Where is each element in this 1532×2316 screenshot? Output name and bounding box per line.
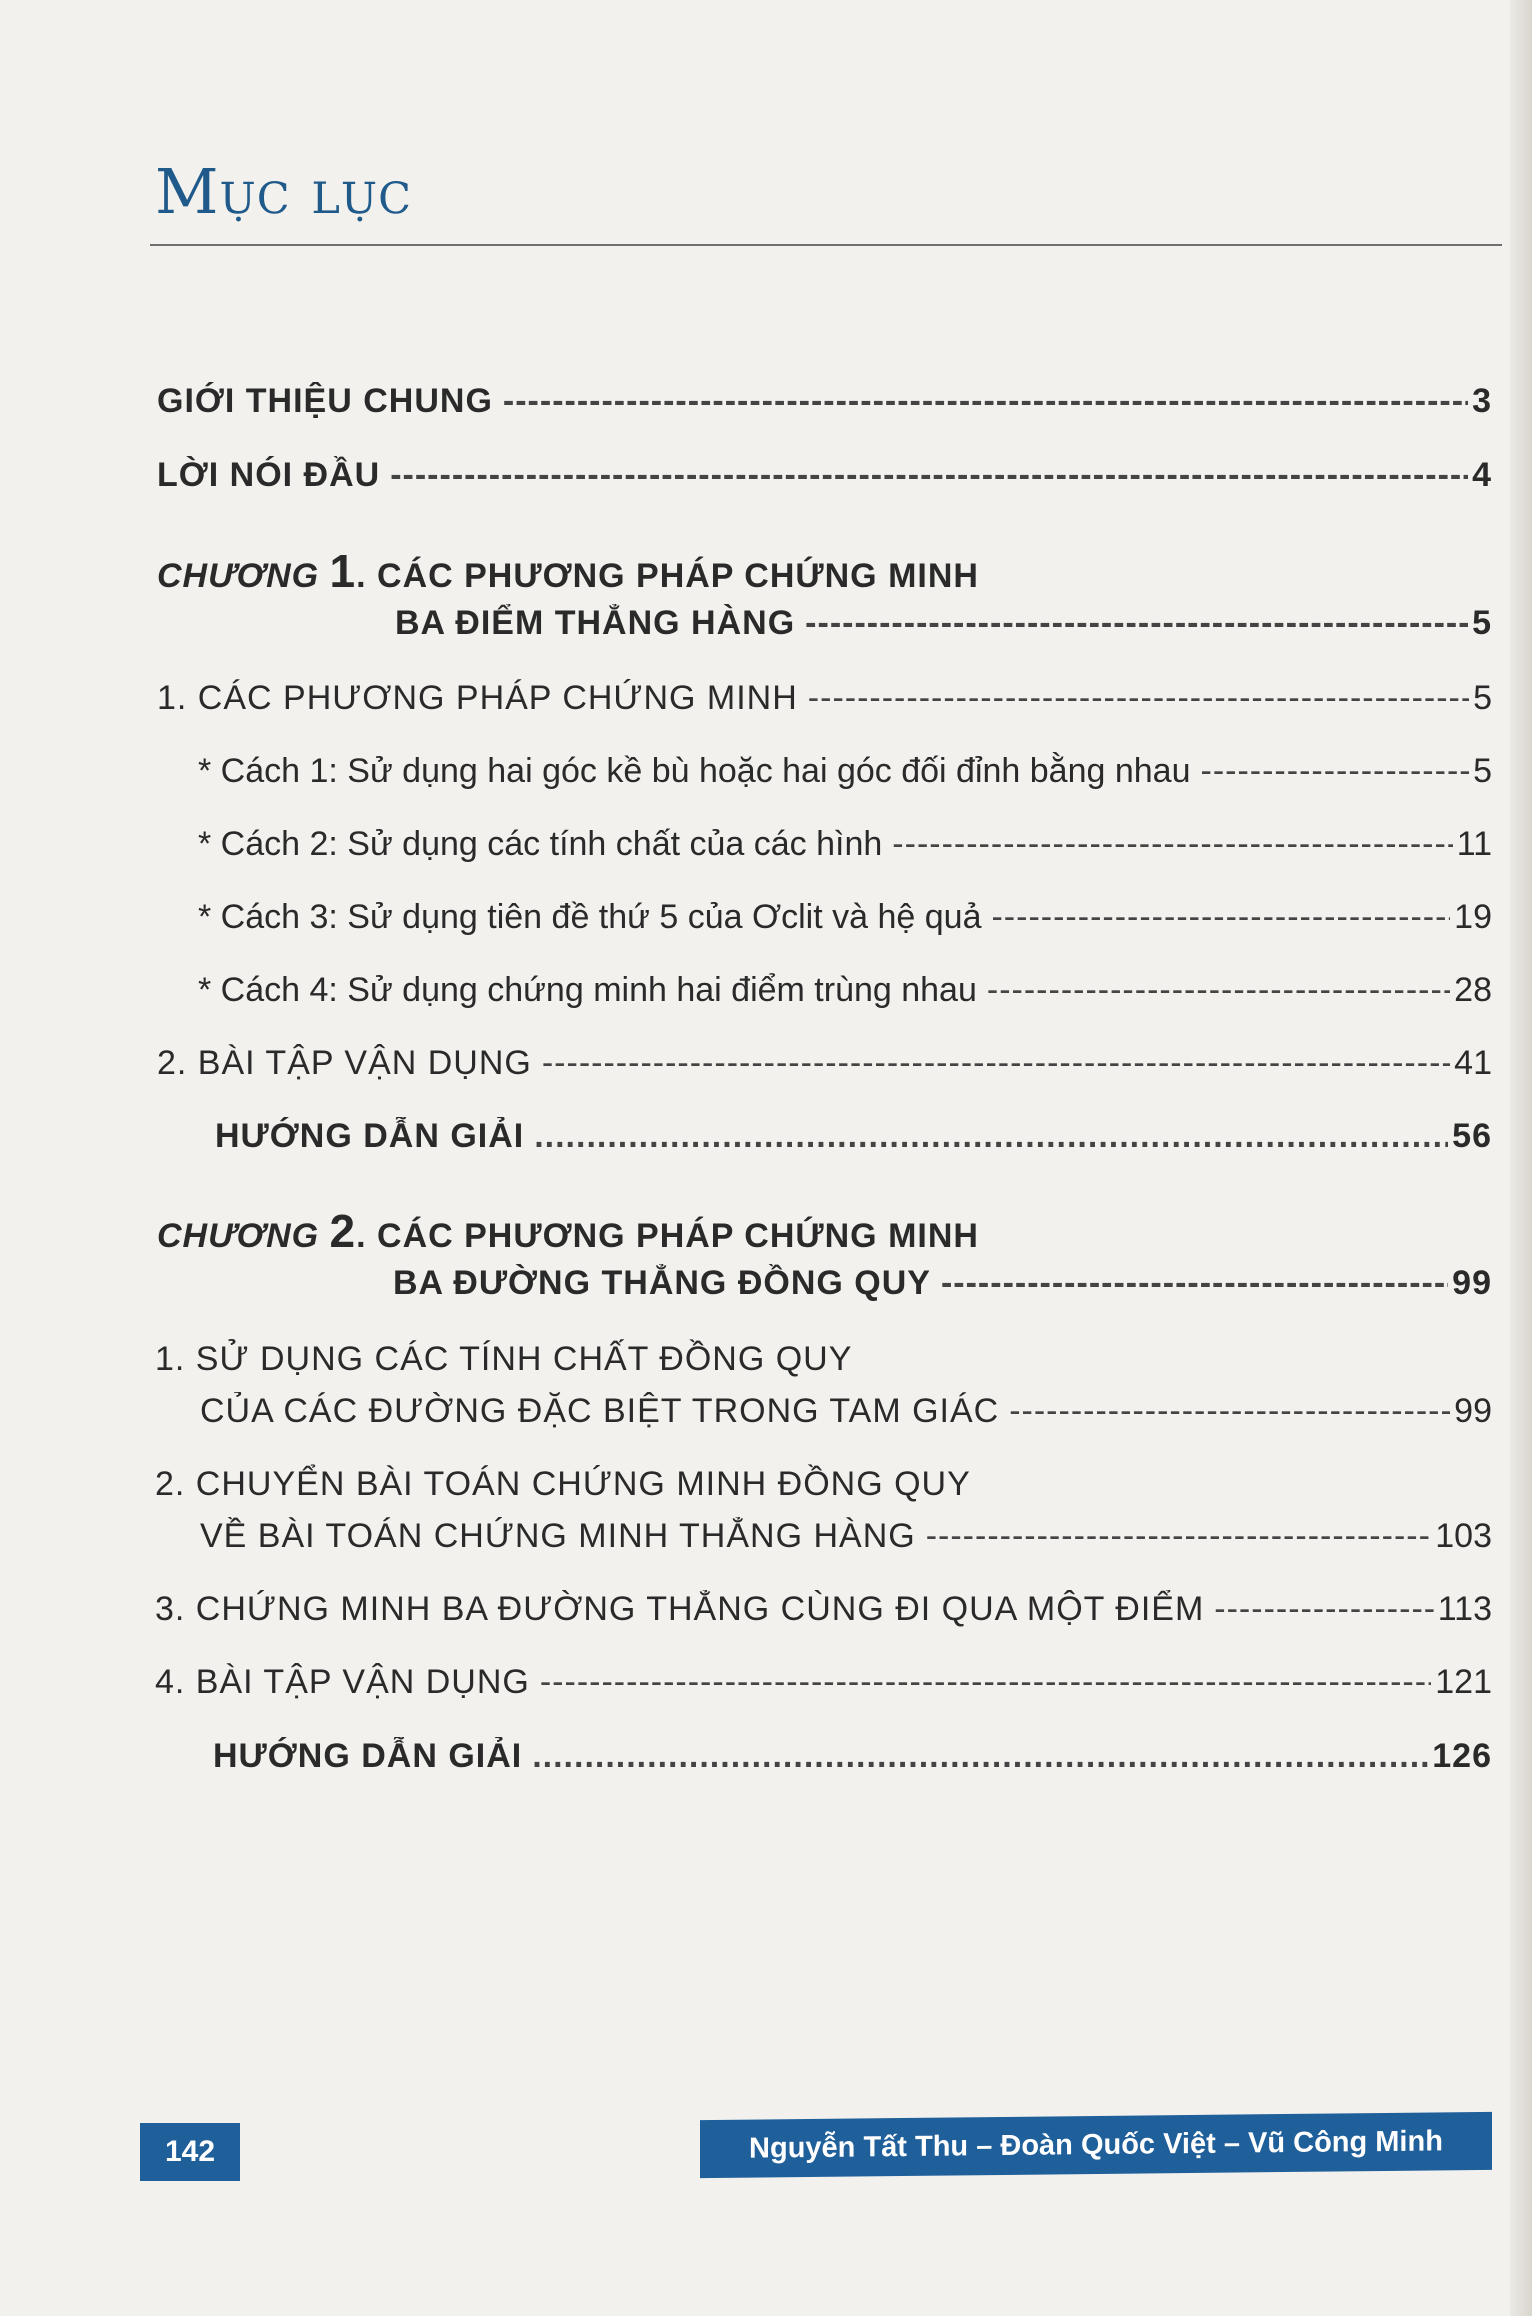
toc-leader: [542, 1044, 1450, 1083]
chapter-word: CHƯƠNG: [157, 557, 320, 595]
toc-entry-cach-2[interactable]: [198, 825, 1492, 864]
toc-page-number: 3: [1472, 382, 1492, 420]
toc-entry-label: 3. CHỨNG MINH BA ĐƯỜNG THẲNG CÙNG ĐI QUA MỘT ĐIỂM: [155, 1590, 1205, 1628]
toc-leader: [991, 898, 1450, 937]
toc-page-number: 103: [1435, 1517, 1492, 1555]
toc-entry-ch2-1-line1[interactable]: 1. SỬ DỤNG CÁC TÍNH CHẤT ĐỒNG QUY: [155, 1340, 853, 1378]
toc-page-number: 99: [1452, 1264, 1492, 1302]
toc-entry-cach-3[interactable]: [198, 898, 1492, 937]
chapter-word: CHƯƠNG: [157, 1217, 320, 1255]
toc-entry-ch2-3[interactable]: [155, 1590, 1492, 1629]
toc-page-number: 121: [1435, 1663, 1492, 1701]
page-title: Mục lục: [155, 155, 413, 228]
toc-entry-label: CỦA CÁC ĐƯỜNG ĐẶC BIỆT TRONG TAM GIÁC: [200, 1392, 1000, 1430]
toc-entry-ch2-2[interactable]: [200, 1517, 1492, 1556]
toc-entry-label: * Cách 3: Sử dụng tiên đề thứ 5 của Ơclit và hệ quả: [198, 898, 982, 936]
toc-entry-label: * Cách 1: Sử dụng hai góc kề bù hoặc hai góc đối đỉnh bằng nhau: [198, 752, 1191, 790]
toc-page-number: 5: [1472, 604, 1492, 642]
toc-page-number: 56: [1452, 1117, 1492, 1155]
toc-entry-label: HƯỚNG DẪN GIẢI: [215, 1117, 525, 1155]
toc-entry-loi-noi-dau[interactable]: [157, 456, 1492, 495]
toc-entry-ch2-4[interactable]: [155, 1663, 1492, 1702]
toc-page-number: 126: [1432, 1737, 1492, 1775]
toc-entry-cach-1[interactable]: [198, 752, 1492, 791]
toc-leader: [1201, 752, 1470, 791]
chapter-2-subtitle[interactable]: [393, 1264, 1492, 1303]
toc-entry-label: 4. BÀI TẬP VẬN DỤNG: [155, 1663, 530, 1701]
chapter-2-heading[interactable]: [157, 1204, 979, 1258]
toc-page-number: 99: [1454, 1392, 1492, 1430]
toc-entry-ch1-1[interactable]: [157, 679, 1492, 718]
authors-banner: Nguyễn Tất Thu – Đoàn Quốc Việt – Vũ Công Minh: [700, 2112, 1492, 2178]
toc-entry-label: VỀ BÀI TOÁN CHỨNG MINH THẲNG HÀNG: [200, 1517, 916, 1555]
toc-leader: [532, 1737, 1428, 1776]
toc-page-number: 11: [1456, 825, 1492, 863]
toc-entry-label: 2. BÀI TẬP VẬN DỤNG: [157, 1044, 532, 1082]
toc-leader: [805, 604, 1468, 643]
chapter-title-line2: BA ĐIỂM THẲNG HÀNG: [395, 604, 796, 642]
toc-leader: [534, 1117, 1448, 1156]
toc-page-number: 4: [1472, 456, 1492, 494]
toc-page-number: 5: [1473, 752, 1492, 790]
chapter-title-line1: . CÁC PHƯƠNG PHÁP CHỨNG MINH: [356, 557, 979, 595]
toc-entry-label: HƯỚNG DẪN GIẢI: [213, 1737, 523, 1775]
toc-entry-cach-4[interactable]: [198, 971, 1492, 1010]
page-edge: [1510, 0, 1532, 2316]
toc-leader: [926, 1517, 1432, 1556]
toc-leader: [540, 1663, 1431, 1702]
toc-entry-ch2-huong-dan[interactable]: [213, 1737, 1492, 1776]
toc-leader: [503, 382, 1468, 421]
chapter-number: 1: [329, 545, 357, 597]
toc-leader: [941, 1264, 1448, 1303]
toc-entry-gioi-thieu[interactable]: [157, 382, 1492, 421]
toc-entry-label: * Cách 2: Sử dụng các tính chất của các hình: [198, 825, 883, 863]
toc-leader: [390, 456, 1468, 495]
toc-entry-label: * Cách 4: Sử dụng chứng minh hai điểm trùng nhau: [198, 971, 977, 1009]
toc-entry-ch2-1[interactable]: [200, 1392, 1492, 1431]
toc-entry-label: GIỚI THIỆU CHUNG: [157, 382, 493, 420]
chapter-title-line1: . CÁC PHƯƠNG PHÁP CHỨNG MINH: [356, 1217, 979, 1255]
title-divider: [150, 244, 1502, 246]
toc-leader: [1214, 1590, 1434, 1629]
toc-entry-ch1-2[interactable]: [157, 1044, 1492, 1083]
chapter-title-line2: BA ĐƯỜNG THẲNG ĐỒNG QUY: [393, 1264, 931, 1302]
chapter-1-subtitle[interactable]: [395, 604, 1492, 643]
toc-entry-ch2-2-line1[interactable]: 2. CHUYỂN BÀI TOÁN CHỨNG MINH ĐỒNG QUY: [155, 1465, 971, 1503]
toc-leader: [808, 679, 1469, 718]
toc-page-number: 41: [1454, 1044, 1492, 1082]
page-number-badge: 142: [140, 2123, 240, 2181]
toc-leader: [892, 825, 1452, 864]
toc-entry-ch1-huong-dan[interactable]: [215, 1117, 1492, 1156]
toc-entry-label: LỜI NÓI ĐẦU: [157, 456, 381, 494]
toc-page-number: 5: [1473, 679, 1492, 717]
toc-page-number: 113: [1437, 1590, 1492, 1628]
toc-page-number: 28: [1454, 971, 1492, 1009]
toc-leader: [987, 971, 1450, 1010]
chapter-number: 2: [329, 1205, 357, 1257]
toc-leader: [1009, 1392, 1450, 1431]
toc-page-number: 19: [1454, 898, 1492, 936]
chapter-1-heading[interactable]: [157, 544, 979, 598]
toc-entry-label: 1. CÁC PHƯƠNG PHÁP CHỨNG MINH: [157, 679, 798, 717]
